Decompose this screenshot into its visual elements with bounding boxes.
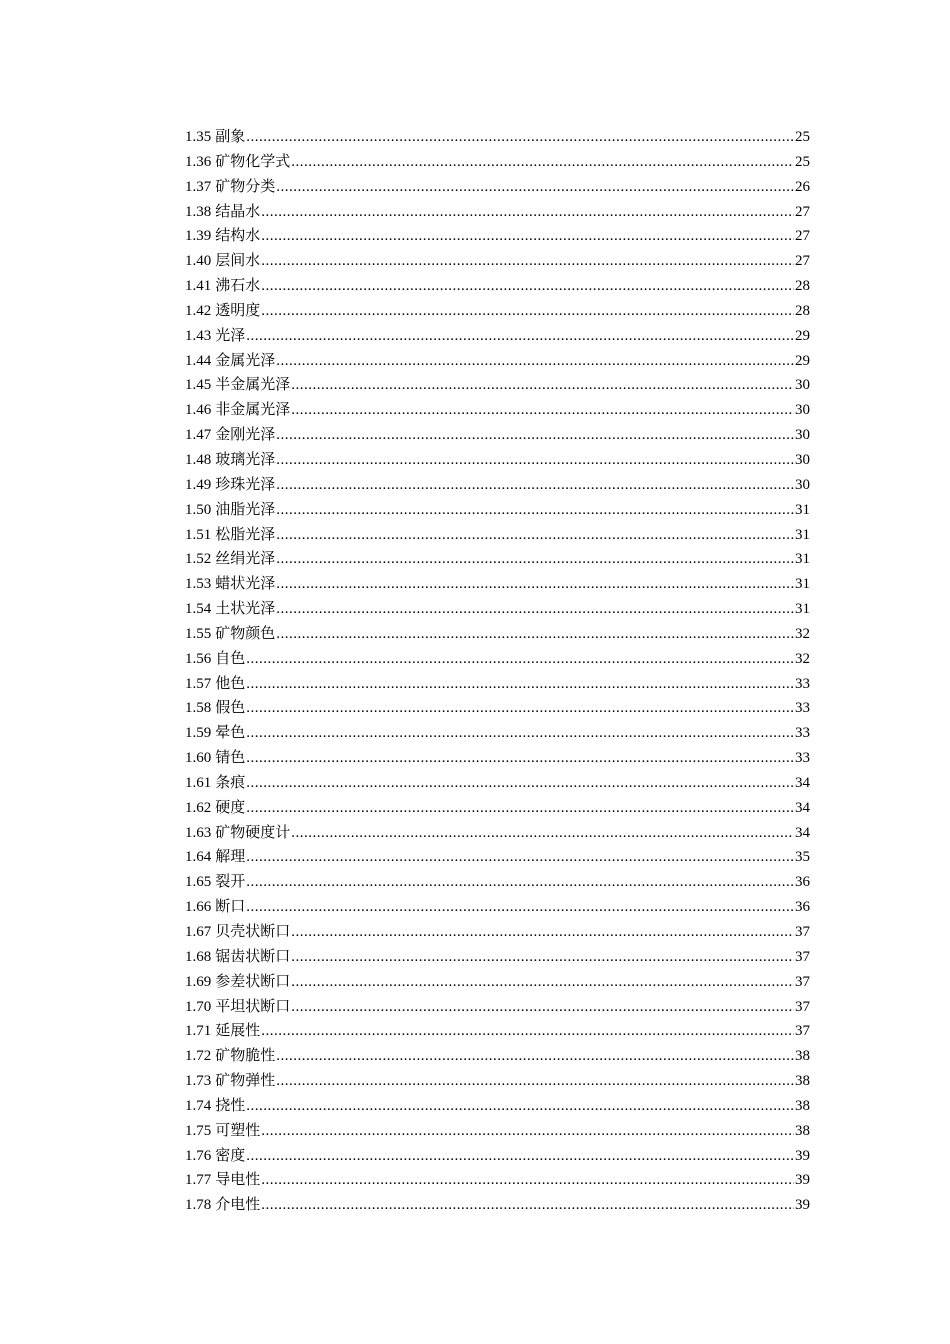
toc-entry[interactable]	[185, 845, 810, 870]
toc-entry-number: 1.40	[185, 253, 212, 270]
toc-entry-number: 1.56	[185, 650, 212, 667]
toc-entry-page: 34	[795, 799, 810, 816]
toc-entry[interactable]	[185, 349, 810, 374]
toc-dot-leader	[276, 473, 794, 498]
toc-entry-number: 1.69	[185, 973, 212, 990]
toc-dot-leader	[246, 721, 794, 746]
toc-entry-title: 介电性	[215, 1197, 261, 1214]
toc-entry[interactable]	[185, 920, 810, 945]
toc-entry-number: 1.46	[185, 402, 212, 419]
toc-entry-title: 晕色	[215, 725, 246, 742]
toc-entry-number: 1.43	[185, 327, 212, 344]
toc-entry-page: 31	[795, 526, 810, 543]
toc-dot-leader	[276, 597, 794, 622]
toc-dot-leader	[246, 1144, 794, 1169]
toc-entry-title: 金属光泽	[215, 352, 276, 369]
toc-entry-number: 1.52	[185, 551, 212, 568]
toc-entry[interactable]	[185, 547, 810, 572]
toc-entry[interactable]	[185, 498, 810, 523]
toc-dot-leader	[291, 995, 794, 1020]
toc-entry-title: 假色	[215, 700, 246, 717]
toc-dot-leader	[246, 796, 794, 821]
toc-entry[interactable]	[185, 150, 810, 175]
toc-entry-page: 25	[795, 129, 810, 145]
toc-dot-leader	[246, 696, 794, 721]
toc-entry-page: 28	[795, 302, 810, 319]
toc-entry-page: 26	[795, 178, 810, 195]
toc-entry[interactable]	[185, 771, 810, 796]
toc-entry[interactable]	[185, 1193, 810, 1218]
toc-entry-title: 沸石水	[215, 278, 261, 295]
toc-entry-number: 1.60	[185, 750, 212, 767]
toc-entry[interactable]	[185, 597, 810, 622]
toc-entry[interactable]	[185, 1144, 810, 1169]
toc-entry-page: 33	[795, 700, 810, 717]
toc-entry-number: 1.59	[185, 725, 212, 742]
toc-entry-number: 1.64	[185, 849, 212, 866]
toc-dot-leader	[276, 523, 794, 548]
toc-dot-leader	[261, 274, 794, 299]
toc-entry-page: 27	[795, 228, 810, 245]
toc-entry[interactable]	[185, 398, 810, 423]
toc-entry-page: 30	[795, 402, 810, 419]
toc-entry-title: 玻璃光泽	[215, 451, 276, 468]
toc-entry-number: 1.55	[185, 625, 212, 642]
toc-entry[interactable]	[185, 572, 810, 597]
toc-entry[interactable]	[185, 1044, 810, 1069]
toc-entry-number: 1.72	[185, 1048, 212, 1065]
toc-entry-title: 珍珠光泽	[215, 476, 276, 493]
toc-entry[interactable]	[185, 473, 810, 498]
toc-entry-page: 32	[795, 625, 810, 642]
toc-dot-leader	[276, 622, 794, 647]
toc-entry[interactable]	[185, 1019, 810, 1044]
toc-entry-title: 丝绢光泽	[215, 551, 276, 568]
toc-entry-title: 断口	[215, 899, 246, 916]
toc-entry-title: 矿物分类	[215, 178, 276, 195]
toc-entry-page: 33	[795, 725, 810, 742]
toc-dot-leader	[276, 1069, 794, 1094]
toc-entry-number: 1.67	[185, 924, 212, 940]
toc-entry[interactable]	[185, 995, 810, 1020]
toc-entry-title: 延展性	[215, 1023, 261, 1040]
toc-entry[interactable]	[185, 672, 810, 697]
toc-dot-leader	[246, 125, 794, 150]
toc-entry-title: 松脂光泽	[215, 526, 276, 543]
toc-entry-page: 32	[795, 650, 810, 667]
toc-entry-page: 39	[795, 1172, 810, 1189]
toc-entry-number: 1.77	[185, 1172, 212, 1189]
toc-entry-page: 38	[795, 1122, 810, 1139]
toc-entry-title: 条痕	[215, 774, 246, 791]
toc-entry-number: 1.62	[185, 799, 212, 816]
toc-entry[interactable]	[185, 1168, 810, 1193]
toc-dot-leader	[276, 1044, 794, 1069]
toc-dot-leader	[261, 200, 794, 225]
toc-entry-title: 参差状断口	[215, 973, 291, 990]
toc-entry-number: 1.63	[185, 824, 212, 841]
toc-entry-title: 油脂光泽	[215, 501, 276, 518]
toc-entry-title: 透明度	[215, 302, 261, 319]
toc-entry-number: 1.50	[185, 501, 212, 518]
toc-dot-leader	[276, 349, 794, 374]
toc-entry-page: 30	[795, 427, 810, 444]
toc-entry-number: 1.75	[185, 1122, 212, 1139]
toc-entry-number: 1.45	[185, 377, 212, 394]
toc-entry-page: 37	[795, 1023, 810, 1040]
toc-entry-title: 层间水	[215, 253, 261, 270]
toc-entry-page: 38	[795, 1048, 810, 1065]
toc-entry-number: 1.53	[185, 576, 212, 593]
toc-entry-number: 1.51	[185, 526, 212, 543]
toc-dot-leader	[276, 572, 794, 597]
toc-dot-leader	[291, 150, 794, 175]
toc-entry-page: 25	[795, 153, 810, 170]
toc-dot-leader	[276, 423, 794, 448]
toc-entry-page: 30	[795, 451, 810, 468]
toc-entry[interactable]	[185, 721, 810, 746]
toc-entry-number: 1.49	[185, 476, 212, 493]
toc-entry-page: 28	[795, 278, 810, 295]
toc-dot-leader	[276, 547, 794, 572]
toc-entry-title: 矿物颜色	[215, 625, 276, 642]
toc-entry-number: 1.73	[185, 1073, 212, 1090]
toc-dot-leader	[246, 771, 794, 796]
toc-entry[interactable]	[185, 870, 810, 895]
toc-entry-title: 土状光泽	[215, 601, 276, 618]
toc-entry[interactable]	[185, 1094, 810, 1119]
toc-entry-page: 34	[795, 774, 810, 791]
toc-dot-leader	[276, 448, 794, 473]
toc-entry-title: 平坦状断口	[215, 998, 291, 1015]
toc-entry[interactable]	[185, 373, 810, 398]
toc-entry-page: 27	[795, 253, 810, 270]
toc-entry-page: 34	[795, 824, 810, 841]
toc-entry[interactable]	[185, 895, 810, 920]
toc-entry[interactable]	[185, 821, 810, 846]
toc-entry-number: 1.48	[185, 451, 212, 468]
toc-entry-number: 1.42	[185, 302, 212, 319]
toc-entry-page: 31	[795, 601, 810, 618]
toc-entry-number: 1.58	[185, 700, 212, 717]
toc-entry-page: 37	[795, 973, 810, 990]
toc-entry-title: 锖色	[215, 750, 246, 767]
toc-entry-title: 矿物硬度计	[215, 824, 291, 841]
toc-entry-title: 导电性	[215, 1172, 261, 1189]
toc-entry-number: 1.47	[185, 427, 212, 444]
toc-dot-leader	[246, 870, 794, 895]
toc-entry-page: 37	[795, 998, 810, 1015]
toc-dot-leader	[246, 746, 794, 771]
toc-entry-page: 35	[795, 849, 810, 866]
toc-entry-page: 33	[795, 750, 810, 767]
toc-dot-leader	[291, 373, 794, 398]
toc-entry[interactable]	[185, 200, 810, 225]
toc-entry-title: 锯齿状断口	[215, 948, 291, 965]
toc-entry-page: 31	[795, 576, 810, 593]
toc-entry-number: 1.61	[185, 774, 212, 791]
toc-entry-number: 1.74	[185, 1097, 212, 1114]
toc-entry-title: 硬度	[215, 799, 246, 816]
toc-entry-title: 矿物弹性	[215, 1073, 276, 1090]
toc-entry-page: 31	[795, 501, 810, 518]
toc-entry-number: 1.35	[185, 129, 212, 145]
toc-entry-page: 39	[795, 1147, 810, 1164]
toc-entry-title: 可塑性	[215, 1122, 261, 1139]
toc-entry-number: 1.44	[185, 352, 212, 369]
toc-entry[interactable]	[185, 523, 810, 548]
toc-entry-number: 1.37	[185, 178, 212, 195]
toc-entry-number: 1.78	[185, 1197, 212, 1214]
toc-dot-leader	[276, 175, 794, 200]
table-of-contents	[185, 125, 810, 1218]
toc-entry-page: 30	[795, 377, 810, 394]
toc-entry-page: 37	[795, 924, 810, 940]
toc-entry-title: 非金属光泽	[215, 402, 291, 419]
toc-entry-page: 29	[795, 327, 810, 344]
toc-entry-page: 36	[795, 899, 810, 916]
toc-entry-title: 金刚光泽	[215, 427, 276, 444]
toc-dot-leader	[291, 945, 794, 970]
toc-entry-number: 1.39	[185, 228, 212, 245]
toc-entry-number: 1.41	[185, 278, 212, 295]
toc-dot-leader	[246, 895, 794, 920]
toc-entry-title: 结晶水	[215, 203, 261, 220]
toc-dot-leader	[246, 1094, 794, 1119]
toc-entry-title: 自色	[215, 650, 246, 667]
toc-dot-leader	[291, 398, 794, 423]
toc-entry-title: 贝壳状断口	[215, 924, 291, 940]
toc-entry[interactable]	[185, 125, 810, 150]
toc-entry-page: 38	[795, 1097, 810, 1114]
toc-entry[interactable]	[185, 696, 810, 721]
toc-entry-title: 光泽	[215, 327, 246, 344]
toc-entry-page: 36	[795, 874, 810, 891]
toc-entry-page: 30	[795, 476, 810, 493]
toc-entry-number: 1.65	[185, 874, 212, 891]
toc-entry[interactable]	[185, 249, 810, 274]
toc-entry-title: 蜡状光泽	[215, 576, 276, 593]
toc-entry-title: 挠性	[215, 1097, 246, 1114]
toc-entry-title: 密度	[215, 1147, 246, 1164]
toc-entry-number: 1.70	[185, 998, 212, 1015]
toc-dot-leader	[276, 498, 794, 523]
toc-entry[interactable]	[185, 324, 810, 349]
toc-entry[interactable]	[185, 796, 810, 821]
toc-entry-number: 1.36	[185, 153, 212, 170]
toc-dot-leader	[261, 1168, 794, 1193]
toc-dot-leader	[261, 1193, 794, 1218]
toc-entry[interactable]	[185, 274, 810, 299]
toc-entry-title: 解理	[215, 849, 246, 866]
toc-entry-number: 1.68	[185, 948, 212, 965]
toc-entry[interactable]	[185, 1119, 810, 1144]
toc-entry-page: 37	[795, 948, 810, 965]
toc-dot-leader	[261, 249, 794, 274]
toc-dot-leader	[246, 647, 794, 672]
toc-dot-leader	[261, 224, 794, 249]
toc-entry[interactable]	[185, 448, 810, 473]
toc-entry-title: 矿物脆性	[215, 1048, 276, 1065]
toc-dot-leader	[261, 1119, 794, 1144]
toc-dot-leader	[291, 970, 794, 995]
toc-entry-title: 半金属光泽	[215, 377, 291, 394]
toc-entry-page: 33	[795, 675, 810, 692]
toc-entry-number: 1.66	[185, 899, 212, 916]
toc-entry-page: 39	[795, 1197, 810, 1214]
toc-entry-title: 他色	[215, 675, 246, 692]
toc-entry[interactable]	[185, 746, 810, 771]
toc-entry-number: 1.54	[185, 601, 212, 618]
toc-entry[interactable]	[185, 299, 810, 324]
toc-entry[interactable]	[185, 945, 810, 970]
toc-entry[interactable]	[185, 970, 810, 995]
toc-dot-leader	[246, 672, 794, 697]
toc-entry[interactable]	[185, 423, 810, 448]
toc-dot-leader	[291, 821, 794, 846]
toc-dot-leader	[246, 845, 794, 870]
toc-entry-page: 31	[795, 551, 810, 568]
toc-entry-title: 副象	[215, 129, 246, 145]
toc-entry[interactable]	[185, 175, 810, 200]
toc-entry-page: 29	[795, 352, 810, 369]
toc-entry-page: 27	[795, 203, 810, 220]
toc-dot-leader	[291, 920, 794, 945]
toc-dot-leader	[261, 299, 794, 324]
toc-entry-number: 1.71	[185, 1023, 212, 1040]
toc-dot-leader	[246, 324, 794, 349]
toc-entry-number: 1.76	[185, 1147, 212, 1164]
toc-entry-title: 矿物化学式	[215, 153, 291, 170]
toc-entry[interactable]	[185, 224, 810, 249]
toc-entry-number: 1.57	[185, 675, 212, 692]
toc-entry-title: 结构水	[215, 228, 261, 245]
toc-entry[interactable]	[185, 1069, 810, 1094]
toc-entry[interactable]	[185, 647, 810, 672]
toc-entry-title: 裂开	[215, 874, 246, 891]
toc-entry[interactable]	[185, 622, 810, 647]
toc-entry-number: 1.38	[185, 203, 212, 220]
toc-dot-leader	[261, 1019, 794, 1044]
toc-entry-page: 38	[795, 1073, 810, 1090]
